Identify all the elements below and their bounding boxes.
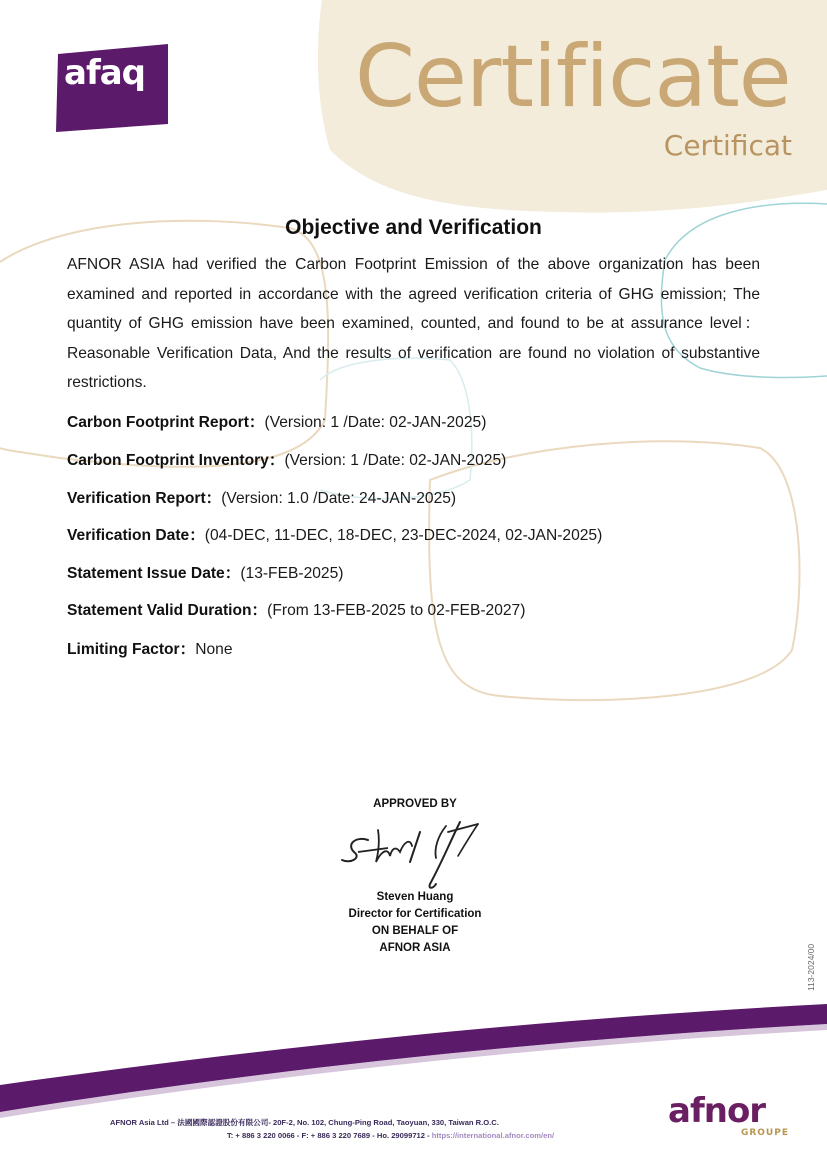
field-label: Verification Report： [67, 490, 222, 507]
approver-name: Steven Huang [376, 891, 454, 903]
certificate-title: Certificate [355, 27, 791, 127]
on-behalf-of: ON BEHALF OF [371, 925, 459, 937]
tan-curve-right [429, 441, 799, 700]
field-verification-date [67, 523, 602, 545]
afnor-groupe-logo [668, 1091, 793, 1142]
section-heading: Objective and Verification [285, 216, 542, 239]
afaq-logo [54, 44, 170, 132]
field-statement-valid-duration [67, 598, 525, 620]
field-value: (From 13-FEB-2025 to 02-FEB-2027) [267, 602, 526, 619]
afnor-logo-groupe: GROUPE [740, 1128, 789, 1138]
field-carbon-footprint-inventory [67, 448, 506, 470]
signature-image [338, 812, 498, 892]
afaq-logo-text: afaq [64, 53, 146, 93]
field-limiting-factor [67, 637, 233, 659]
approved-by-heading: APPROVED BY [373, 798, 457, 810]
field-value: (Version: 1 /Date: 02-JAN-2025) [284, 452, 507, 469]
footer-address: AFNOR Asia Ltd – 法國國際認證股份有限公司- 20F-2, No. 102, Chung-Ping Road, Taoyuan, 330, Taiwan R.O.C. [110, 1118, 499, 1127]
approver-title: Director for Certification [348, 908, 482, 920]
verification-paragraph: AFNOR ASIA had verified the Carbon Footprint Emission of the above organization has been examined and reported in accordance with the agreed verification criteria of GHG emission; The quantity of GHG emission have been examined, counted, and found to be at assurance level：Reasonable Verification Data, And the results of verification are found no violation of substantive restrictions. [67, 256, 760, 391]
field-value: (13-FEB-2025) [240, 565, 344, 582]
field-label: Verification Date： [67, 527, 205, 544]
certificate-subtitle: Certificat [663, 129, 792, 162]
field-value: (04-DEC, 11-DEC, 18-DEC, 23-DEC-2024, 02-JAN-2025) [204, 527, 603, 544]
afnor-logo-word: afnor [668, 1091, 766, 1131]
footer-phone-fax: T: + 886 3 220 0066 - F: + 886 3 220 7689 - Ho. 29099712 - [227, 1131, 432, 1140]
field-label: Limiting Factor： [67, 641, 196, 658]
field-value: (Version: 1 /Date: 02-JAN-2025) [264, 414, 487, 431]
approver-org: AFNOR ASIA [379, 942, 451, 954]
field-label: Statement Issue Date： [67, 565, 241, 582]
field-carbon-footprint-report [67, 410, 486, 432]
field-verification-report [67, 486, 456, 508]
field-label: Statement Valid Duration： [67, 602, 268, 619]
field-value: None [195, 641, 233, 658]
footer-website-link[interactable]: https://international.afnor.com/en/ [431, 1131, 555, 1140]
footer-contact [227, 1131, 554, 1140]
revision-code: 113-2024/00 [806, 943, 816, 991]
field-statement-issue-date [67, 561, 343, 583]
field-label: Carbon Footprint Inventory： [67, 452, 285, 469]
field-value: (Version: 1.0 /Date: 24-JAN-2025) [221, 490, 457, 507]
field-label: Carbon Footprint Report： [67, 414, 265, 431]
